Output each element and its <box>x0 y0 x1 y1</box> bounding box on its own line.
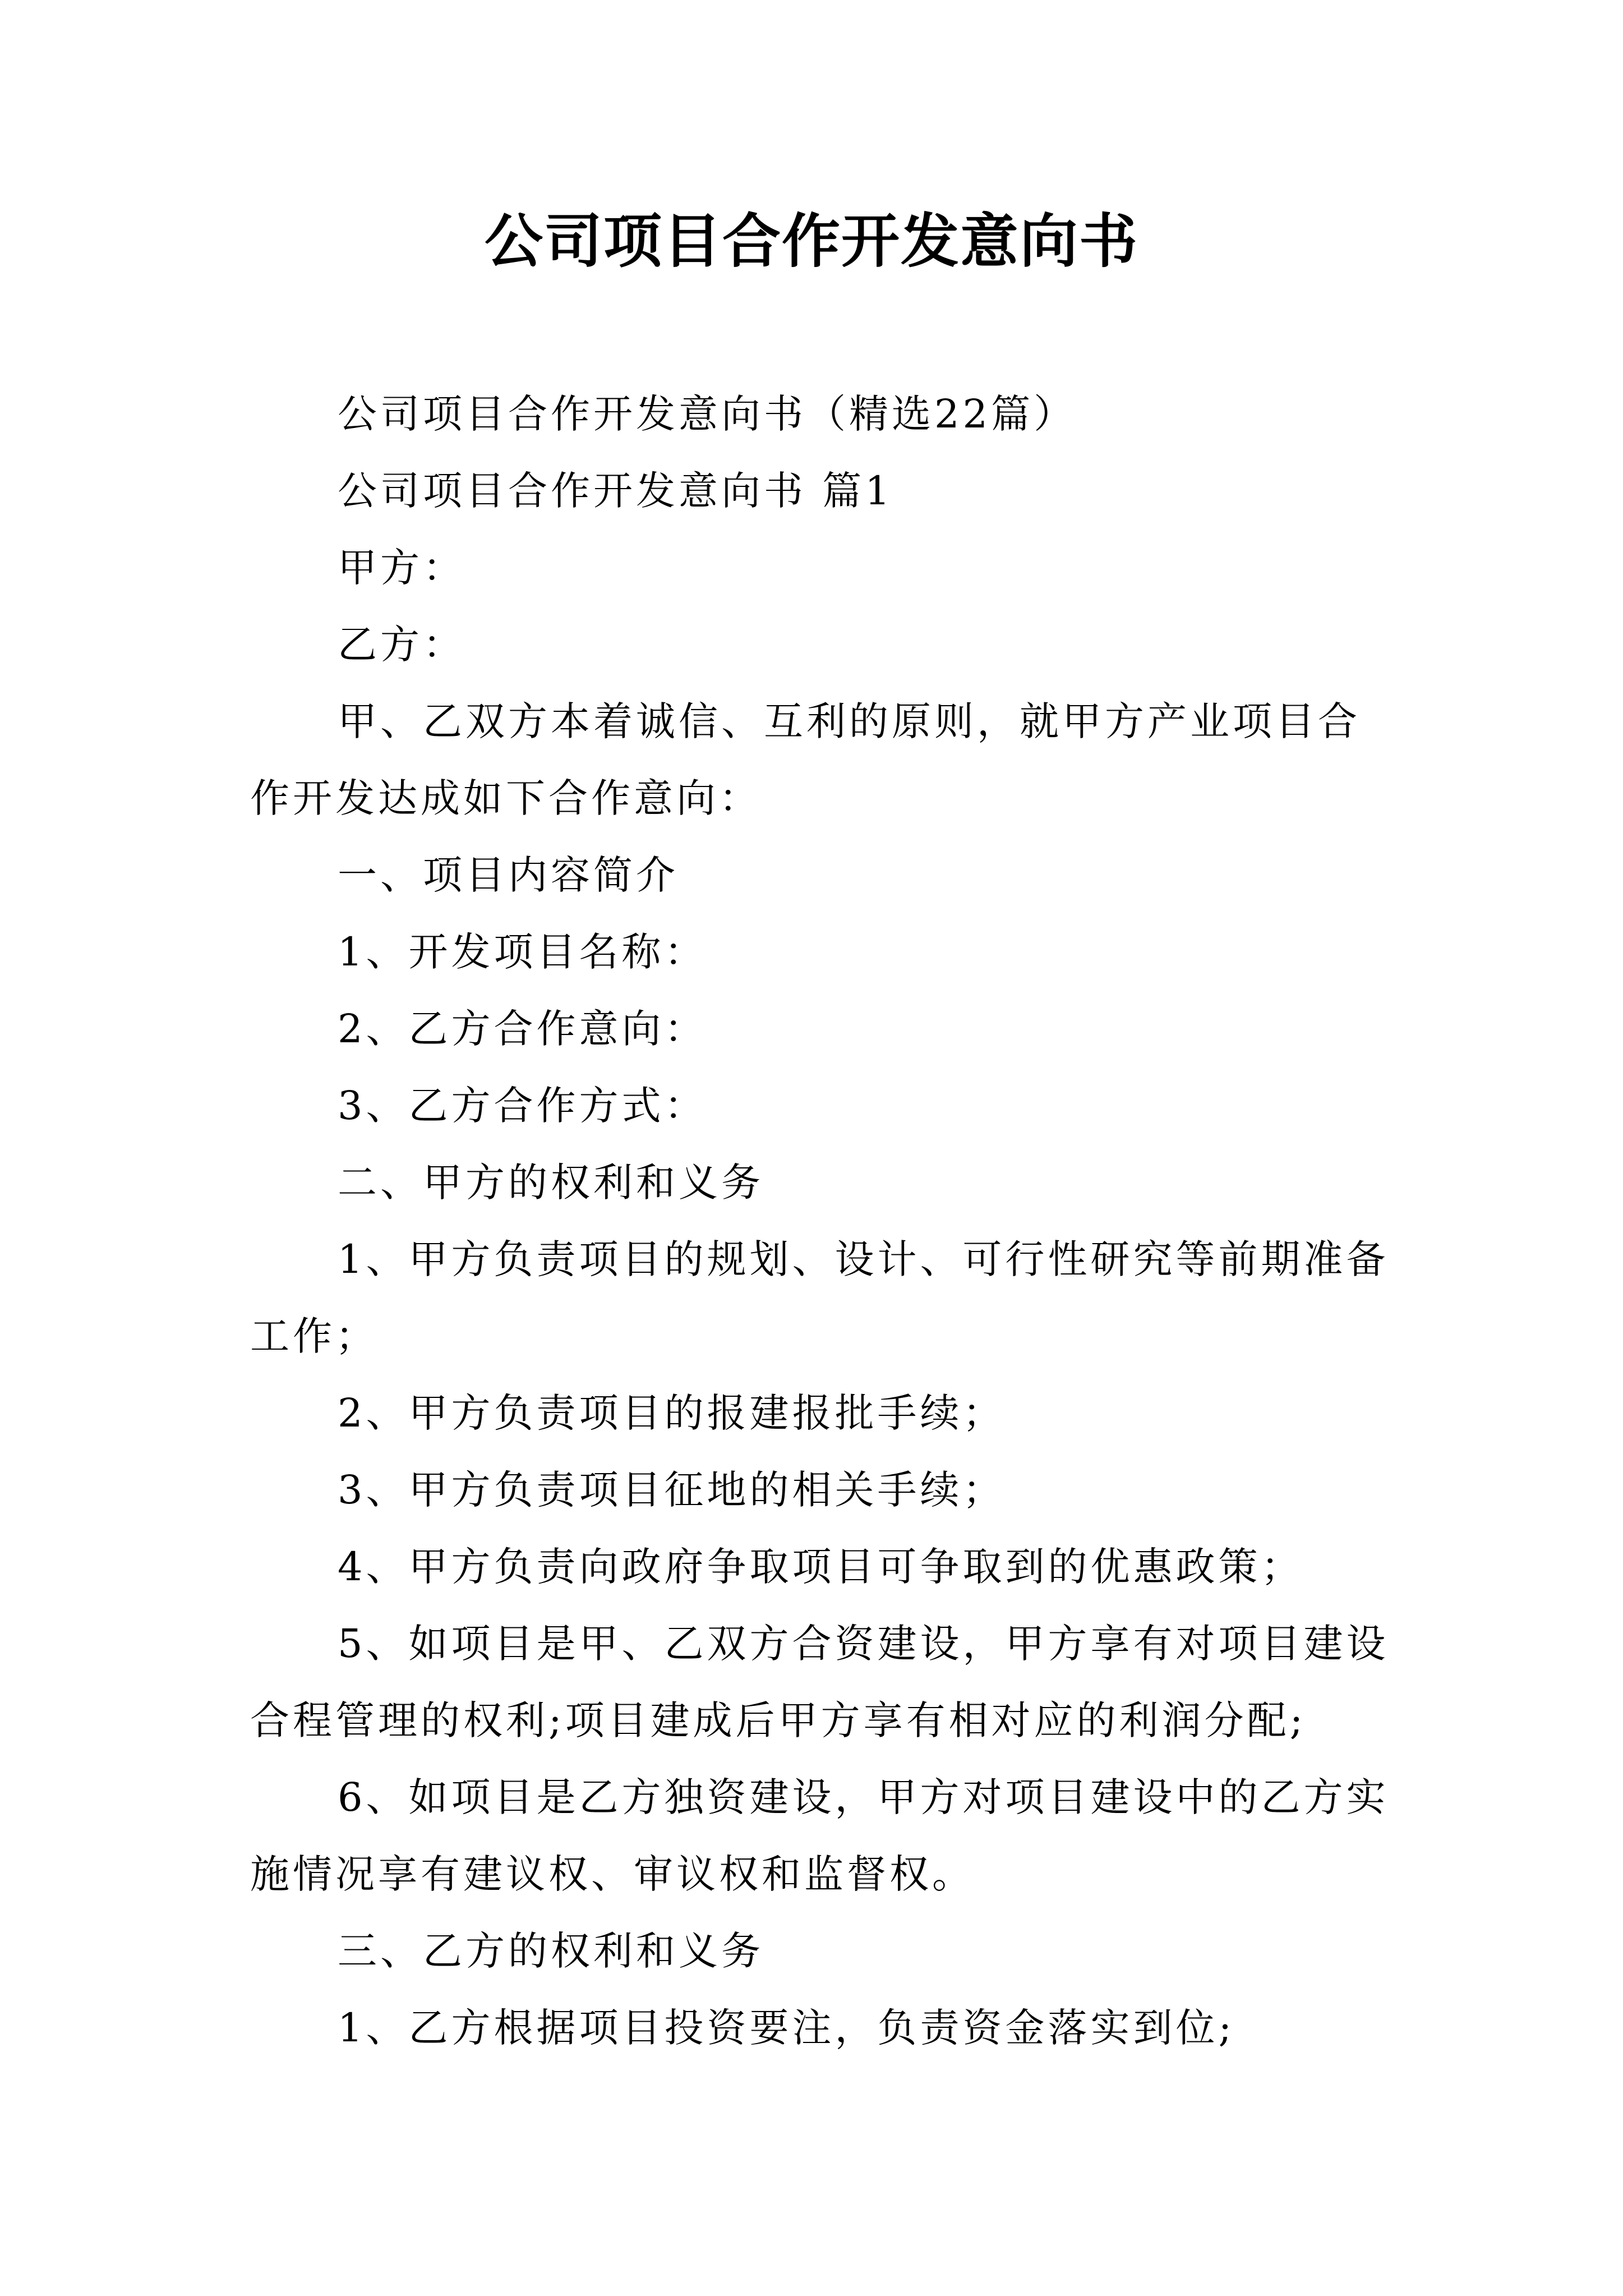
paragraph: 二、甲方的权利和义务 <box>338 1159 764 1205</box>
paragraph: 乙方： <box>338 622 465 668</box>
paragraph: 3、乙方合作方式： <box>338 1083 707 1129</box>
paragraph: 公司项目合作开发意向书（精选22篇） <box>338 391 1077 437</box>
paragraph: 甲、乙双方本着诚信、互利的原则，就甲方产业项目合作开发达成如下合作意向： <box>250 698 1361 821</box>
paragraph: 3、甲方负责项目征地的相关手续； <box>338 1467 1006 1513</box>
paragraph: 5、如项目是甲、乙双方合资建设，甲方享有对项目建设合程管理的权利;项目建成后甲方享有相对应的利润分配; <box>250 1621 1389 1743</box>
document-title: 公司项目合作开发意向书 <box>484 206 1138 275</box>
paragraph: 1、开发项目名称： <box>338 929 707 975</box>
paragraph: 6、如项目是乙方独资建设，甲方对项目建设中的乙方实施情况享有建议权、审议权和监督权。 <box>250 1774 1389 1897</box>
paragraph: 三、乙方的权利和义务 <box>338 1928 764 1974</box>
paragraph: 1、乙方根据项目投资要注，负责资金落实到位; <box>338 2005 1235 2051</box>
document-body <box>250 376 1394 2067</box>
paragraph: 2、乙方合作意向： <box>338 1006 707 1052</box>
paragraph: 公司项目合作开发意向书 篇1 <box>338 468 893 514</box>
paragraph: 1、甲方负责项目的规划、设计、可行性研究等前期准备工作； <box>250 1236 1389 1359</box>
paragraph: 2、甲方负责项目的报建报批手续； <box>338 1390 1006 1436</box>
paragraph: 甲方： <box>338 545 465 591</box>
paragraph: 4、甲方负责向政府争取项目可争取到的优惠政策； <box>338 1544 1304 1590</box>
paragraph: 一、项目内容简介 <box>338 852 679 898</box>
